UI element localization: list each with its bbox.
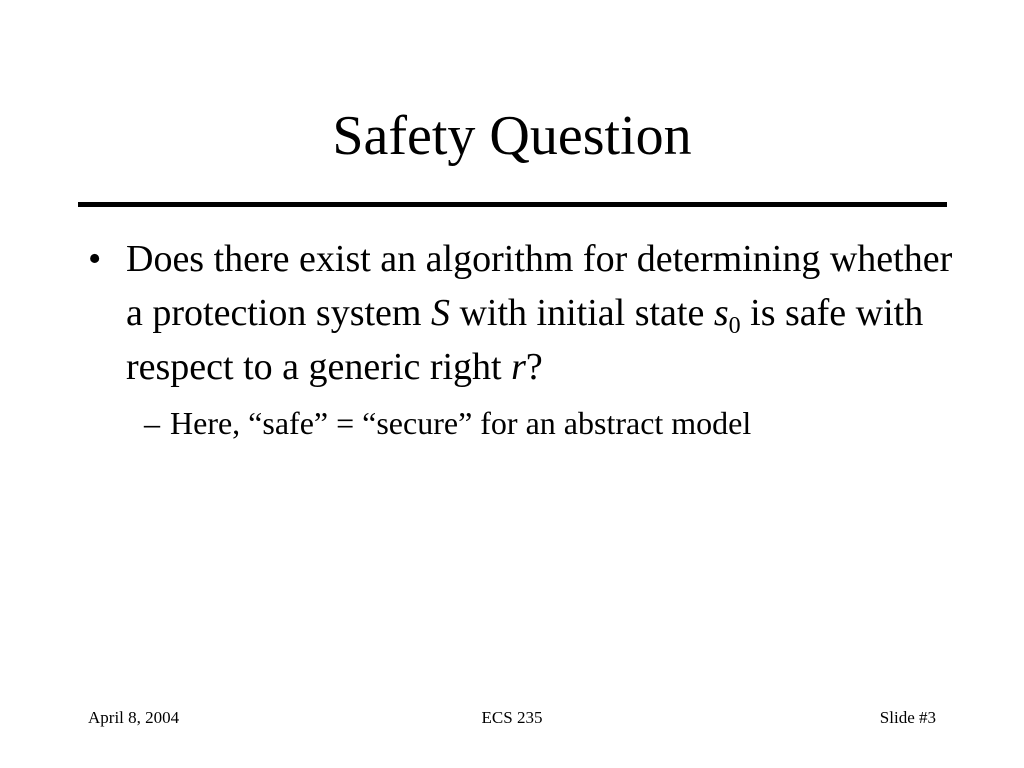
state-subscript: 0 [728, 313, 741, 339]
dash-marker-icon: – [144, 405, 160, 441]
state-variable-s: s [713, 292, 729, 334]
footer-slide-number: Slide #3 [879, 708, 936, 727]
slide-body [88, 232, 968, 446]
footer-course: ECS 235 [481, 708, 543, 727]
bullet-marker-icon: • [88, 238, 102, 280]
footer-date: April 8, 2004 [88, 708, 180, 727]
right-variable-r: r [511, 346, 526, 388]
slide-title: Safety Question [332, 105, 692, 167]
sub-bullet-item [144, 400, 968, 446]
bullet-text-part-2: with initial state [449, 292, 714, 334]
bullet-text-part-1: Does there exist an algorithm for determining whether a protection system [126, 238, 953, 334]
bullet-text-part-4: ? [525, 346, 543, 388]
sub-bullet-text: Here, “safe” = “secure” for an abstract model [170, 405, 752, 441]
bullet-text-part-3: is safe with respect to a generic right [126, 292, 924, 388]
bullet-item [88, 232, 968, 394]
bullet-text [126, 232, 968, 394]
title-divider [78, 202, 947, 207]
system-variable-s: S [430, 292, 450, 334]
